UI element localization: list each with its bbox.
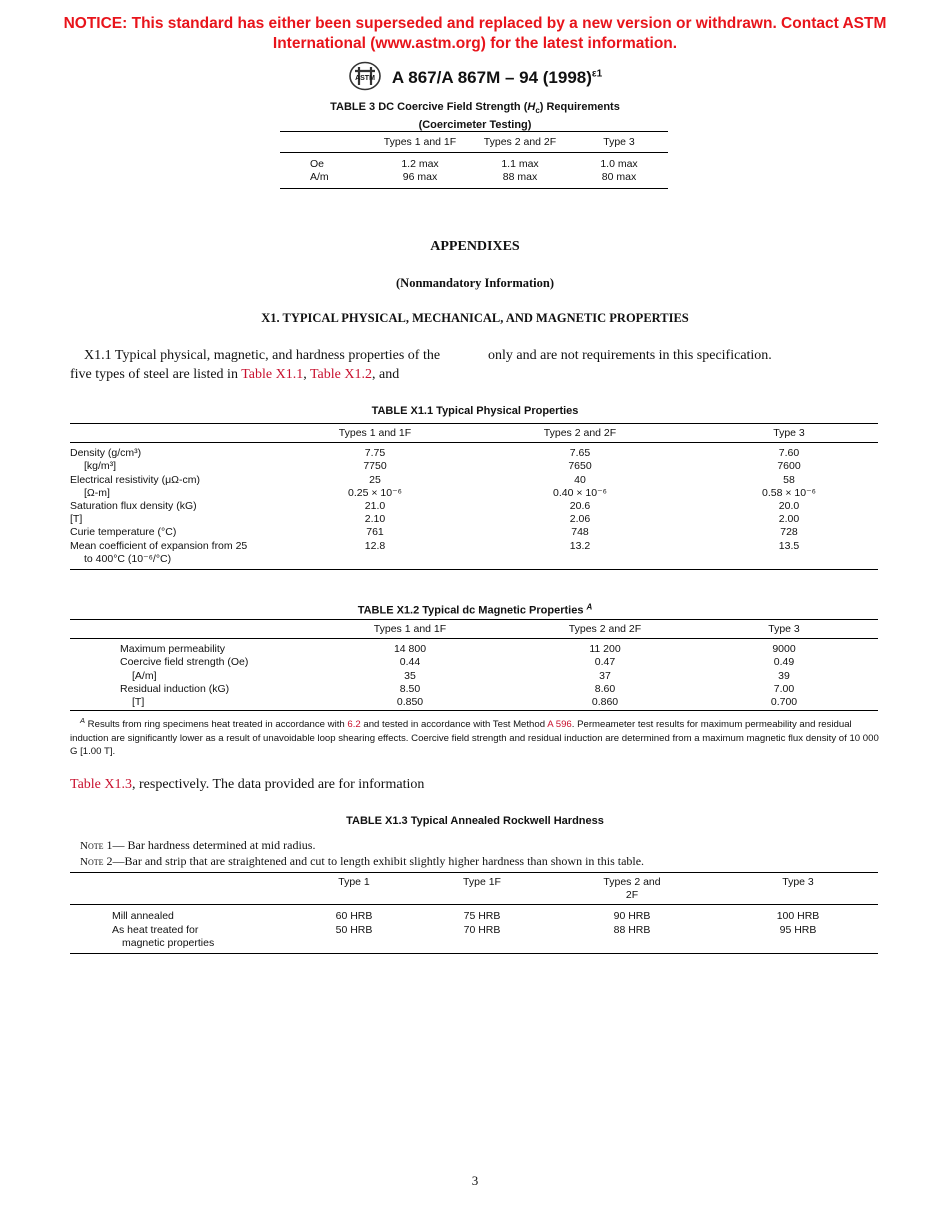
appendixes-title: APPENDIXES bbox=[430, 239, 520, 254]
note-2 bbox=[80, 854, 880, 870]
cell: 8.50 bbox=[399, 682, 421, 695]
table-row bbox=[70, 639, 878, 657]
cell: [kg/m³] bbox=[84, 460, 117, 473]
table-header-row bbox=[280, 132, 668, 153]
para-text: , bbox=[303, 367, 310, 382]
cell: 25 bbox=[369, 473, 381, 486]
cell bbox=[290, 553, 460, 570]
link-a596[interactable]: A 596 bbox=[547, 719, 572, 731]
cell: 70 HRB bbox=[463, 923, 501, 936]
footnote-mark: A bbox=[80, 716, 86, 725]
cell: 0.40 × 10⁻⁶ bbox=[553, 486, 607, 499]
document-header bbox=[0, 61, 950, 96]
note-label: Note bbox=[80, 856, 104, 868]
table-row bbox=[70, 924, 878, 937]
cell: 0.58 × 10⁻⁶ bbox=[762, 486, 816, 499]
col-header: Type 3 bbox=[718, 873, 878, 905]
table-row bbox=[70, 513, 878, 526]
notice-banner: NOTICE: This standard has either been superseded and replaced by a new version or withdrawn. Contact ASTM International (www.astm.org) for the latest information. bbox=[63, 15, 887, 52]
table-x1-3-caption: TABLE X1.3 Typical Annealed Rockwell Hardness bbox=[346, 815, 604, 827]
table-row bbox=[70, 474, 878, 487]
cell: magnetic properties bbox=[122, 936, 215, 949]
note-text: 1— Bar hardness determined at mid radius. bbox=[103, 838, 316, 852]
table-x1-1 bbox=[70, 423, 878, 570]
cell: 8.60 bbox=[594, 682, 616, 695]
cell: Curie temperature (°C) bbox=[70, 526, 177, 539]
caption-suffix: ) Requirements bbox=[539, 101, 620, 113]
cell: 7.75 bbox=[364, 447, 386, 460]
footnote-text: Results from ring specimens heat treated in accordance with bbox=[85, 719, 348, 731]
cell: 0.700 bbox=[770, 696, 798, 709]
note-text: 2—Bar and strip that are straightened and cut to length exhibit slightly higher hardness than shown in this table. bbox=[103, 854, 645, 868]
table-row bbox=[70, 937, 878, 954]
cell: 0.47 bbox=[594, 656, 616, 669]
cell: Mean coefficient of expansion from 25 bbox=[70, 539, 248, 552]
designation: A 867/A 867M – 94 (1998) bbox=[391, 67, 592, 87]
para-text: Typical physical, magnetic, and hardness properties of the five types of steel are listed in bbox=[70, 348, 441, 382]
link-section-6-2[interactable]: 6.2 bbox=[347, 719, 361, 731]
footnote-text: . Permeameter test results for maximum permeability and residual induction are significantly lower as a result of unavoidable loop shearing effects. Coercive field strength and residual induction are determined from a maximum magnetic flux density of 10 000 G [1.00 T]. bbox=[70, 719, 879, 758]
cell: 40 bbox=[574, 473, 586, 486]
table-row bbox=[280, 171, 668, 188]
col-header: Type 3 bbox=[570, 132, 668, 153]
table-row bbox=[70, 670, 878, 683]
table3-caption bbox=[0, 100, 950, 132]
col-header: Type 1 bbox=[290, 873, 418, 905]
cell: Electrical resistivity (μΩ-cm) bbox=[70, 473, 200, 486]
col-header: Types 1 and 1F bbox=[300, 620, 520, 639]
caption-prefix: TABLE 3 DC Coercive Field Strength ( bbox=[330, 101, 528, 113]
cell: 7750 bbox=[363, 460, 387, 473]
table-x1-2-caption bbox=[0, 600, 950, 618]
caption-sub: c bbox=[535, 106, 540, 116]
cell: 35 bbox=[404, 669, 416, 682]
col-header: Types 1 and 1F bbox=[290, 424, 460, 443]
col-header: Types 1 and 1F bbox=[370, 132, 470, 153]
nonmandatory-subtitle: (Nonmandatory Information) bbox=[396, 276, 554, 290]
table-x1-2-footnote bbox=[70, 714, 880, 759]
cell bbox=[418, 937, 546, 954]
cell: 1.2 max bbox=[401, 158, 439, 171]
cell: 88 max bbox=[502, 171, 538, 184]
table-row bbox=[70, 500, 878, 513]
col-header-line: 2F bbox=[625, 889, 639, 902]
page-number: 3 bbox=[471, 1173, 479, 1188]
col-header bbox=[70, 424, 290, 443]
cell: 7.65 bbox=[569, 447, 591, 460]
cell: 100 HRB bbox=[776, 910, 820, 923]
col-header: Type 1F bbox=[418, 873, 546, 905]
cell: 0.850 bbox=[396, 696, 424, 709]
cell: 50 HRB bbox=[335, 923, 373, 936]
col-header: Types 2 and 2F bbox=[520, 620, 690, 639]
cell: [T] bbox=[132, 696, 145, 709]
epsilon-mark: ε1 bbox=[591, 68, 603, 80]
cell: 9000 bbox=[772, 643, 796, 656]
cell: to 400°C (10⁻⁶/°C) bbox=[84, 552, 172, 565]
cell: Density (g/cm³) bbox=[70, 447, 142, 460]
note-1 bbox=[80, 838, 880, 854]
cell bbox=[546, 937, 718, 954]
cell: 728 bbox=[780, 526, 798, 539]
table-header-row bbox=[70, 424, 878, 443]
para-text: , respectively. The data provided are for information bbox=[132, 777, 425, 792]
col-header bbox=[70, 873, 290, 905]
cell bbox=[700, 553, 878, 570]
cell: 88 HRB bbox=[613, 923, 651, 936]
col-header bbox=[70, 620, 300, 639]
cell: 39 bbox=[778, 669, 790, 682]
cell: Oe bbox=[310, 158, 325, 171]
cell: 7650 bbox=[568, 460, 592, 473]
cell: 20.6 bbox=[569, 500, 591, 513]
cell: [A/m] bbox=[132, 669, 157, 682]
para-number: X1.1 bbox=[84, 348, 112, 363]
cell: 761 bbox=[366, 526, 384, 539]
cell: 2.10 bbox=[364, 513, 386, 526]
cell: 21.0 bbox=[364, 500, 386, 513]
note-label: Note bbox=[80, 840, 104, 852]
cell: 0.44 bbox=[399, 656, 421, 669]
cell: 1.0 max bbox=[600, 158, 638, 171]
cell bbox=[718, 937, 878, 954]
link-table-x1-3[interactable]: Table X1.3 bbox=[70, 777, 133, 792]
cell: 2.00 bbox=[778, 513, 800, 526]
cell: [T] bbox=[70, 513, 83, 526]
cell: 748 bbox=[571, 526, 589, 539]
table-x1-3 bbox=[70, 872, 878, 954]
cell: Mill annealed bbox=[112, 910, 174, 923]
col-header: Type 3 bbox=[700, 424, 878, 443]
cell: 0.25 × 10⁻⁶ bbox=[348, 486, 402, 499]
col-header bbox=[280, 132, 370, 153]
table-header-row bbox=[70, 873, 878, 905]
cell: 12.8 bbox=[364, 539, 386, 552]
cell: 58 bbox=[783, 473, 795, 486]
x1-paragraph-left bbox=[70, 346, 462, 384]
x1-paragraph-continued bbox=[70, 775, 490, 794]
cell: 13.5 bbox=[778, 539, 800, 552]
table-row bbox=[70, 696, 878, 711]
table-row bbox=[70, 526, 878, 539]
cell: Maximum permeability bbox=[120, 643, 226, 656]
cell: Residual induction (kG) bbox=[120, 682, 230, 695]
table-row bbox=[70, 905, 878, 924]
cell: 60 HRB bbox=[335, 910, 373, 923]
cell: Saturation flux density (kG) bbox=[70, 500, 197, 513]
cell: 20.0 bbox=[778, 500, 800, 513]
cell: 11 200 bbox=[589, 643, 621, 656]
link-table-x1-2[interactable]: Table X1.2 bbox=[309, 367, 372, 382]
cell: Coercive field strength (Oe) bbox=[120, 656, 249, 669]
x1-title: X1. TYPICAL PHYSICAL, MECHANICAL, AND MAGNETIC PROPERTIES bbox=[261, 311, 689, 325]
table-header-row bbox=[70, 620, 878, 639]
para-text: , and bbox=[371, 367, 400, 382]
x1-paragraph-right: only and are not requirements in this specification. bbox=[488, 348, 772, 363]
cell: A/m bbox=[310, 171, 329, 184]
caption-symbol: H bbox=[527, 101, 536, 113]
cell: 95 HRB bbox=[779, 923, 817, 936]
cell: 7600 bbox=[777, 460, 801, 473]
col-header-line: Types 2 and bbox=[603, 876, 661, 888]
cell: 96 max bbox=[402, 171, 438, 184]
cell: 75 HRB bbox=[463, 910, 501, 923]
astm-logo-icon bbox=[348, 61, 382, 96]
cell: 37 bbox=[599, 669, 611, 682]
cell bbox=[460, 553, 700, 570]
cell bbox=[290, 937, 418, 954]
cell: As heat treated for bbox=[112, 923, 199, 936]
footnote-text: and tested in accordance with Test Method bbox=[360, 719, 548, 731]
cell: 14 800 bbox=[393, 643, 427, 656]
cell: 2.06 bbox=[569, 513, 591, 526]
table-row bbox=[70, 656, 878, 669]
table-row bbox=[70, 553, 878, 570]
cell: 80 max bbox=[601, 171, 637, 184]
col-header: Type 3 bbox=[690, 620, 878, 639]
cell: 13.2 bbox=[569, 539, 591, 552]
table-row bbox=[280, 153, 668, 172]
cell: 7.00 bbox=[773, 682, 795, 695]
caption-line2: (Coercimeter Testing) bbox=[418, 119, 532, 132]
cell: [Ω-m] bbox=[84, 486, 110, 499]
table-row bbox=[70, 683, 878, 696]
logo-text: ASTM bbox=[354, 75, 375, 82]
table-x1-3-notes bbox=[80, 838, 880, 870]
link-table-x1-1[interactable]: Table X1.1 bbox=[241, 367, 304, 382]
col-header: Types 2 and 2F bbox=[470, 132, 570, 153]
table-row bbox=[70, 460, 878, 473]
cell: 0.49 bbox=[773, 656, 795, 669]
col-header bbox=[546, 873, 718, 905]
table-row bbox=[70, 443, 878, 461]
cell: 1.1 max bbox=[501, 158, 539, 171]
table3 bbox=[280, 131, 668, 189]
cell: 90 HRB bbox=[613, 910, 651, 923]
table-row bbox=[70, 487, 878, 500]
col-header: Types 2 and 2F bbox=[460, 424, 700, 443]
cell: 0.860 bbox=[591, 696, 619, 709]
cell: 7.60 bbox=[778, 447, 800, 460]
table-x1-2 bbox=[70, 619, 878, 711]
table-row bbox=[70, 540, 878, 553]
caption-text: TABLE X1.2 Typical dc Magnetic Properties bbox=[357, 604, 587, 617]
table-x1-1-caption: TABLE X1.1 Typical Physical Properties bbox=[371, 405, 579, 417]
footnote-mark: A bbox=[586, 602, 593, 611]
